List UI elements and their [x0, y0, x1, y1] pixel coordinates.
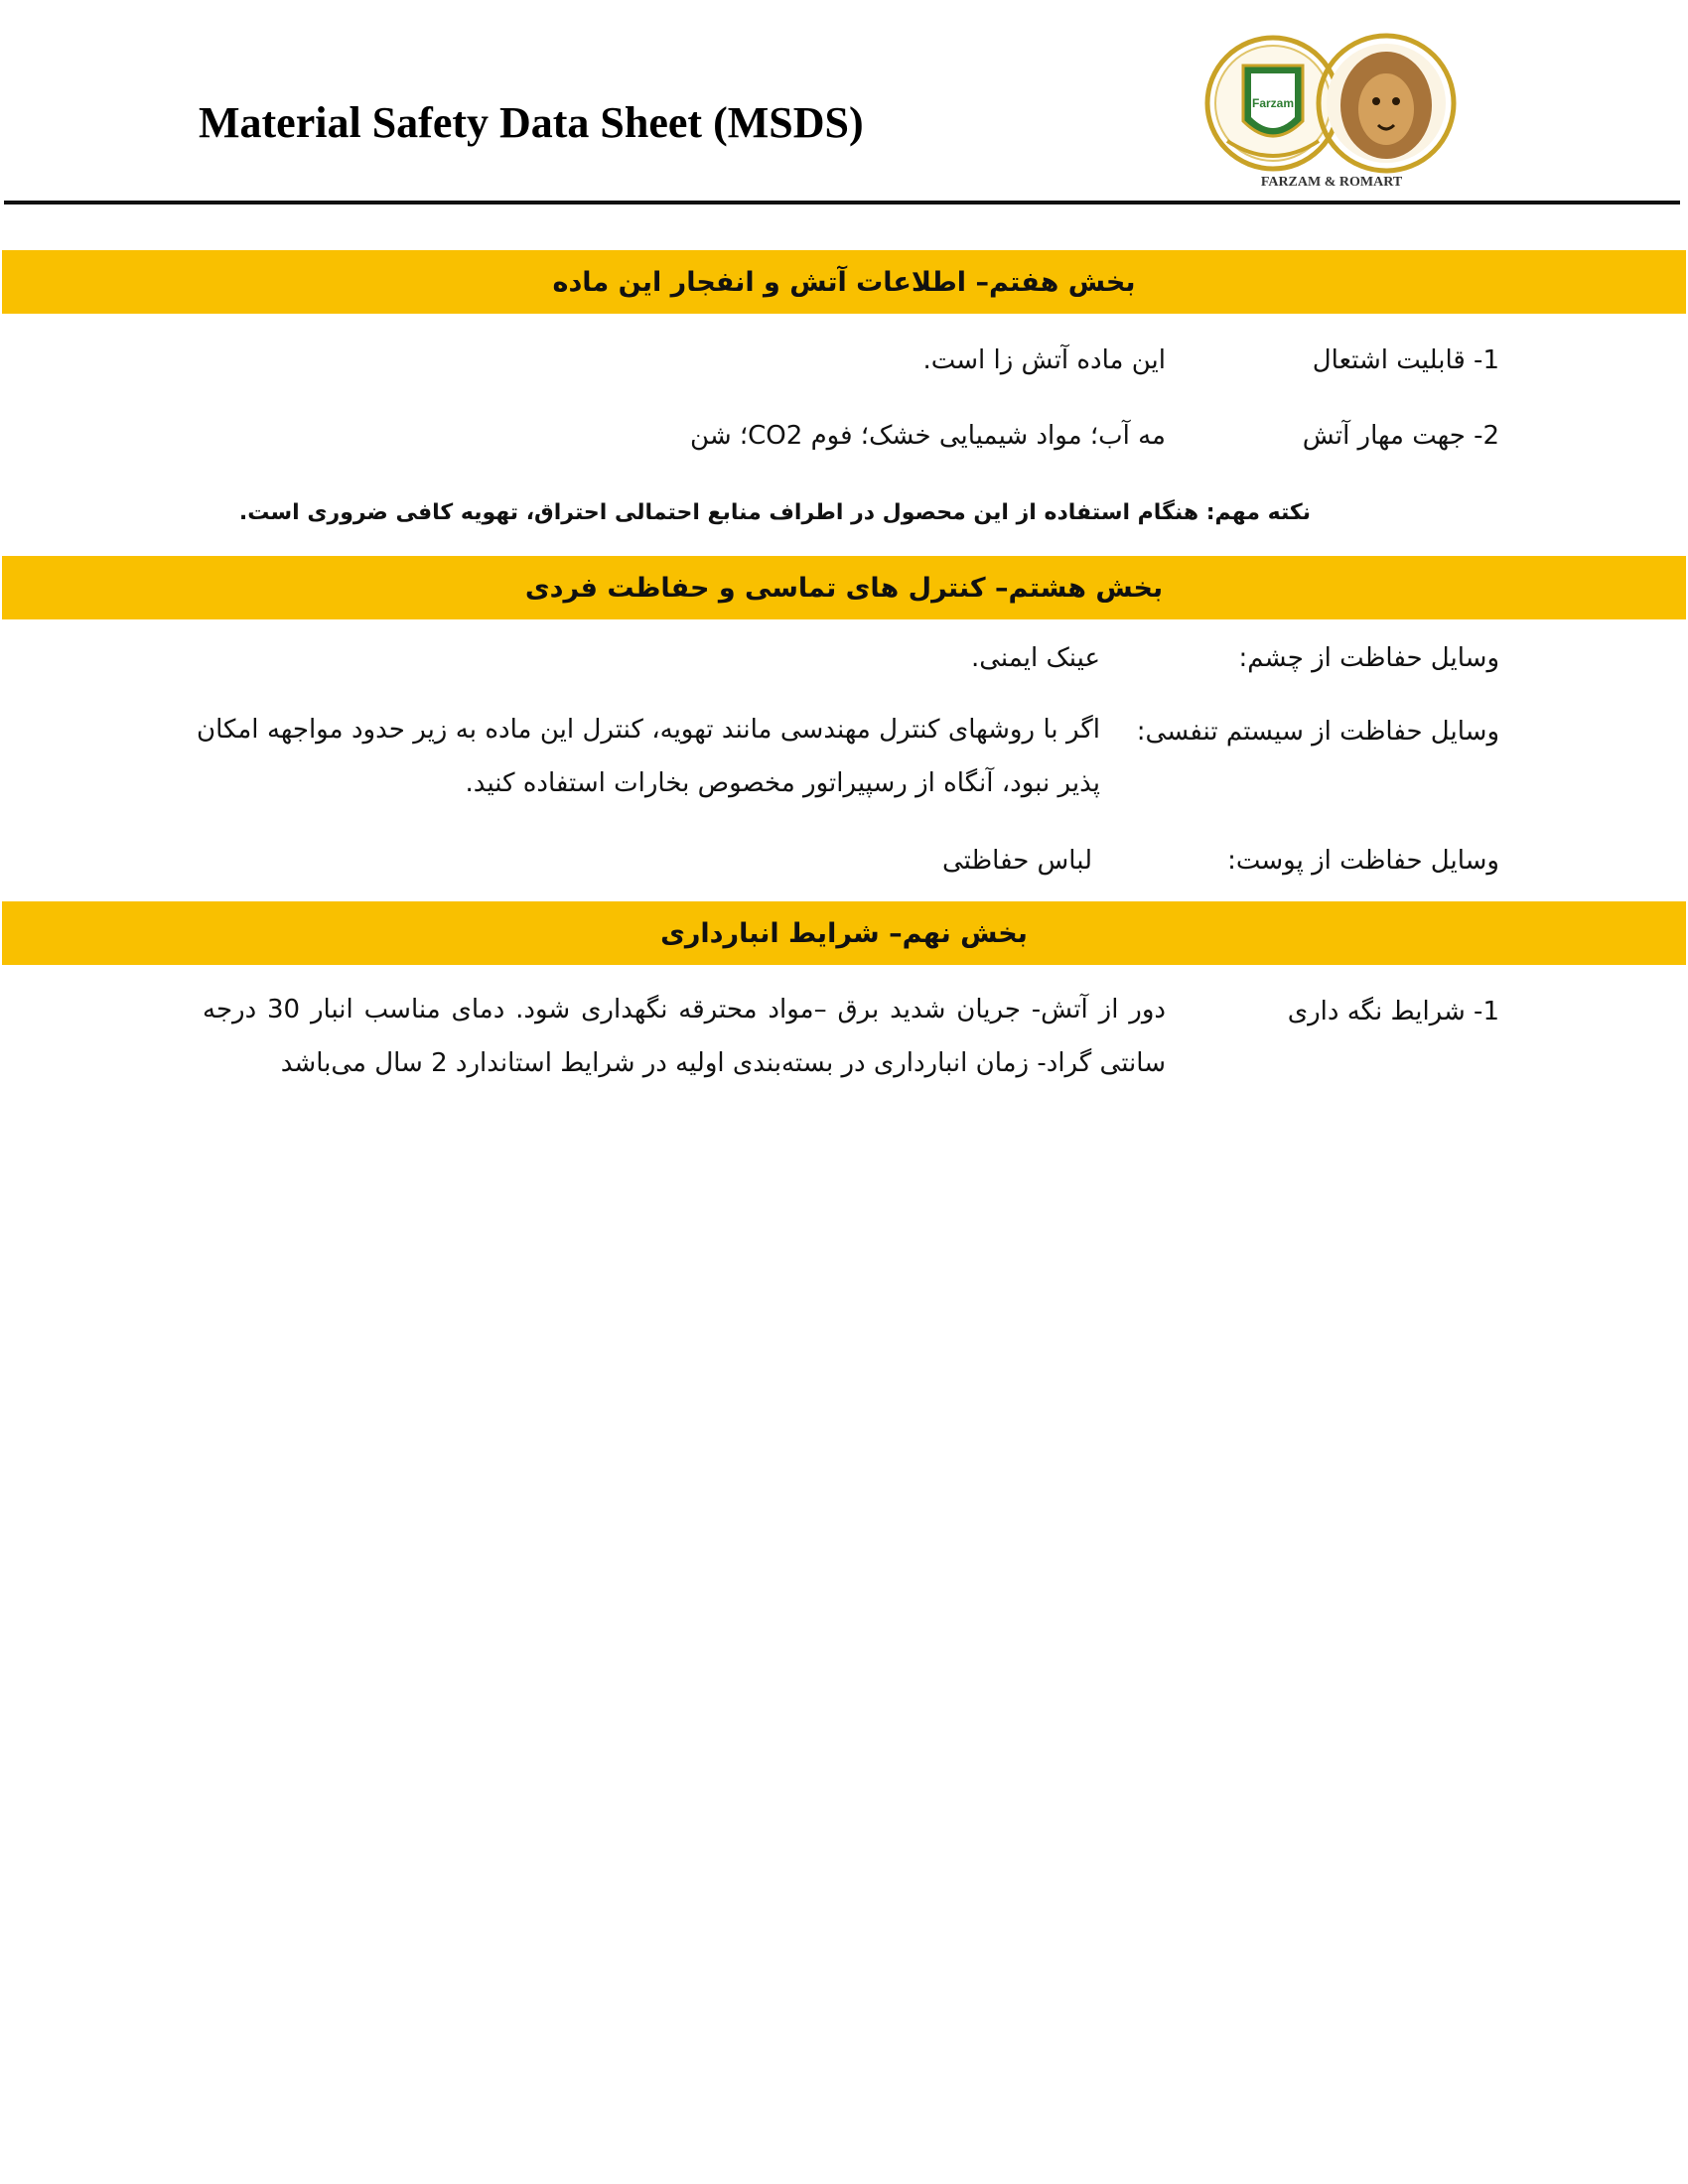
section9-header: بخش نهم– شرایط انبارداری — [2, 901, 1686, 965]
company-logo — [1203, 22, 1460, 197]
svg-text:Farzam: Farzam — [1251, 96, 1295, 110]
section7-header: بخش هفتم– اطلاعات آتش و انفجار این ماده — [2, 250, 1686, 314]
section7-label-flammability: 1- قابلیت اشتعال — [1312, 345, 1499, 375]
section8-value-skin: لباس حفاظتی — [941, 846, 1092, 876]
logo-caption: FARZAM & ROMART — [1260, 175, 1403, 190]
section8-value-eye: عینک ایمنی. — [970, 643, 1100, 673]
section8-label-skin: وسایل حفاظت از پوست: — [1227, 846, 1499, 876]
section7-value-extinguishing: مه آب؛ مواد شیمیایی خشک؛ فوم CO2؛ شن — [690, 421, 1166, 451]
section7-value-flammability: این ماده آتش زا است. — [922, 345, 1166, 375]
section9-label-storage: 1- شرایط نگه داری — [1287, 997, 1499, 1026]
section8-label-eye: وسایل حفاظت از چشم: — [1238, 643, 1499, 673]
header-divider — [4, 201, 1680, 205]
section8-value-respiratory: اگر با روشهای کنترل مهندسی مانند تهویه، کنترل این ماده به زیر حدود مواجهه امکان پذیر نبود، آنگاه از رسپیراتور مخصوص بخارات استفاده کنید. — [197, 715, 1100, 798]
section8-label-respiratory: وسایل حفاظت از سیستم تنفسی: — [1136, 717, 1499, 747]
section8-header: بخش هشتم– کنترل های تماسی و حفاظت فردی — [2, 556, 1686, 619]
section7-label-extinguishing: 2- جهت مهار آتش — [1302, 421, 1499, 451]
section9-value-storage: دور از آتش- جریان شدید برق –مواد محترقه نگهداری شود. دمای مناسب انبار 30 درجه سانتی گراد- زمان انبارداری در بسته‌بندی اولیه در شرایط استاندارد 2 سال می‌باشد — [203, 995, 1166, 1078]
section7-note: نکته مهم: هنگام استفاده از این محصول در اطراف منابع احتمالی احتراق، تهویه کافی ضروری است. — [238, 500, 1311, 525]
document-title: Material Safety Data Sheet (MSDS) — [199, 98, 864, 147]
